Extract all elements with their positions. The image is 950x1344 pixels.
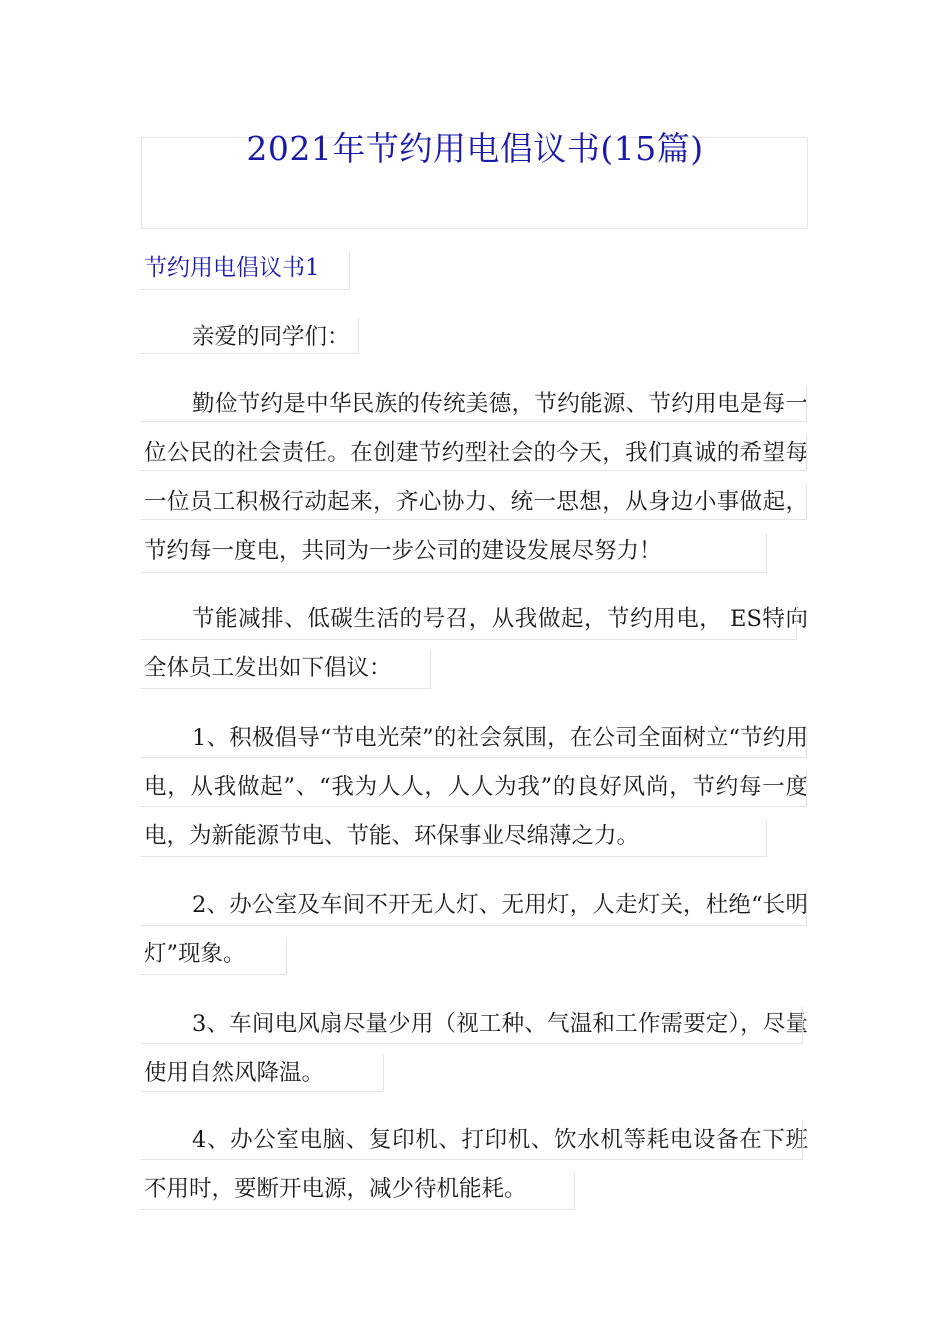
line-frame: [141, 770, 807, 807]
line-frame: [141, 725, 807, 758]
line-frame: [141, 533, 767, 573]
paragraph-greeting: 亲爱的同学们：: [192, 324, 350, 350]
line-frame: [141, 1122, 803, 1160]
line-frame: [141, 435, 807, 471]
line-frame: [141, 820, 767, 857]
line-frame: [141, 484, 807, 520]
section-heading: 节约用电倡议书1: [144, 255, 320, 281]
heading-underline-frame: [141, 252, 350, 290]
paragraph-3: 1、积极倡导“节电光荣”的社会氛围，在公司全面树立“节约用电，从我做起”、“我为人人，人人为我”的良好风尚，节约每一度电，为新能源节电、节能、环保事业尽绵薄之力。: [144, 725, 808, 849]
document-title: 2021年节约用电倡议书(15篇): [246, 129, 704, 168]
paragraph-4: 2、办公室及车间不开无人灯、无用灯，人走灯关，杜绝“长明灯”现象。: [144, 892, 808, 967]
line-frame: [141, 1007, 803, 1044]
line-frame: [141, 1172, 575, 1210]
line-frame: [141, 386, 807, 422]
paragraph-6: 4、办公室电脑、复印机、打印机、饮水机等耗电设备在下班不用时，要断开电源，减少待机能耗。: [144, 1127, 808, 1202]
paragraph-1: 勤俭节约是中华民族的传统美德，节约能源、节约用电是每一位公民的社会责任。在创建节约型社会的今天，我们真诚的希望每一位员工积极行动起来，齐心协力、统一思想，从身边小事做起，节约每一度电，共同为一步公司的建设发展尽努力！: [144, 391, 808, 564]
line-frame: [141, 1055, 384, 1092]
paragraph-5: 3、车间电风扇尽量少用（视工种、气温和工作需要定），尽量使用自然风降温。: [144, 1011, 808, 1086]
line-frame: [141, 318, 359, 354]
line-frame: [141, 937, 287, 975]
paragraph-2: 节能减排、低碳生活的号召，从我做起，节约用电， ES特向全体员工发出如下倡议：: [144, 606, 808, 681]
line-frame: [141, 888, 807, 926]
line-frame: [141, 650, 431, 689]
line-frame: [141, 601, 797, 640]
